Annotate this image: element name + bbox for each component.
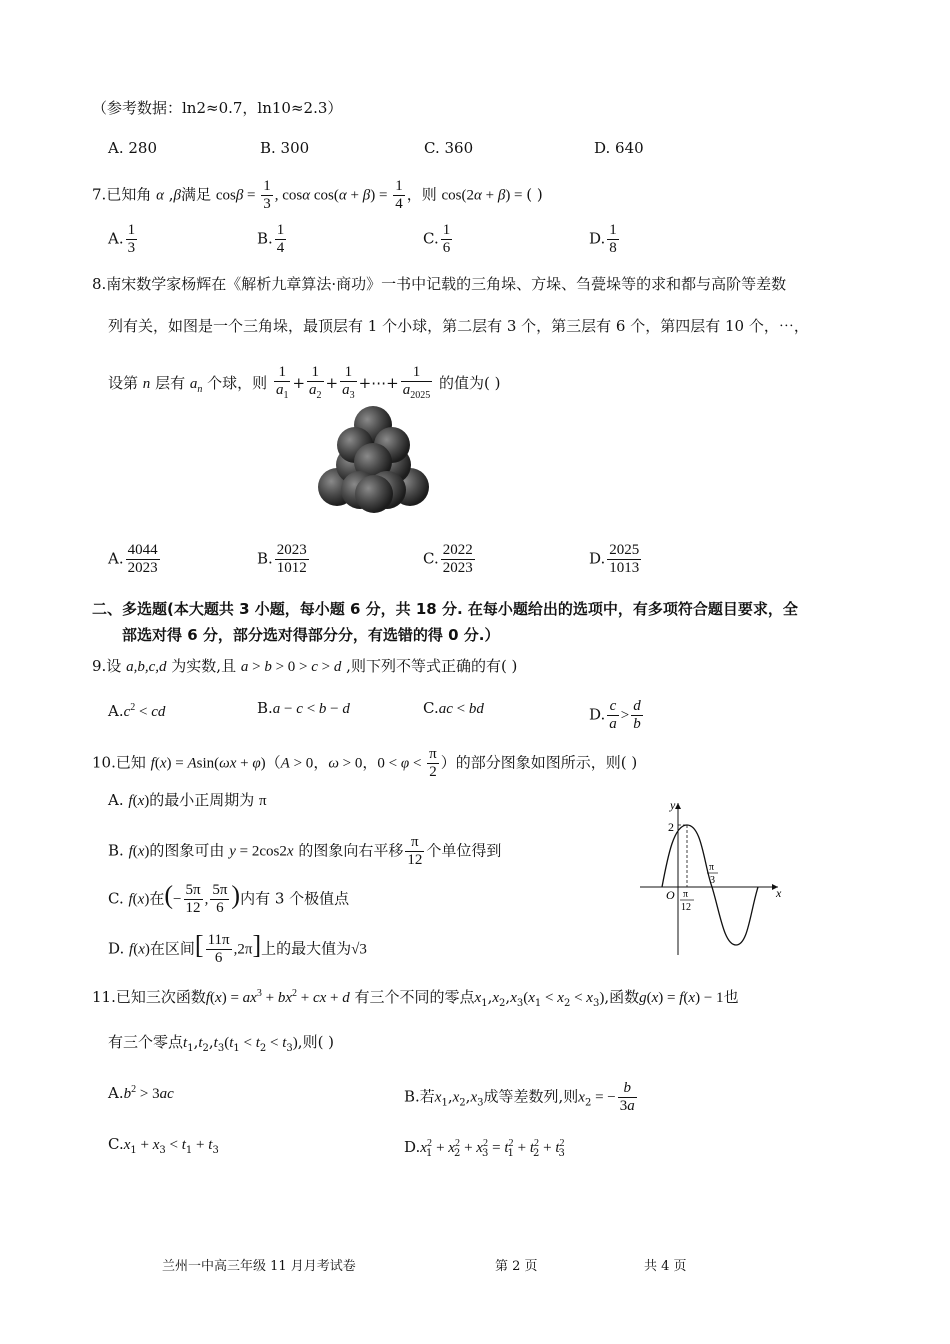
origin-label: O — [666, 888, 675, 902]
ball — [355, 475, 393, 513]
q11-stem-cont: 有三个零点$t_1,t_2,t_3(t_1 < t_2 < t_3)$,则( ) — [108, 1033, 335, 1054]
q10-option-b[interactable]: B. f(x)的图象可由 y = 2cos2x 的图象向右平移 $\frac{\pi}{12}$ 个单位得到 — [108, 834, 502, 868]
q6-option-b[interactable]: B. 300 — [260, 139, 310, 157]
sine-graph — [632, 795, 792, 960]
q8-option-a[interactable]: A. $\frac{4044}{2023}$ — [108, 542, 158, 576]
q8-stem-line1: 8.南宋数学家杨辉在《解析九章算法·商功》一书中记载的三角垛、方垛、刍甍垛等的求和都与高阶等差数 — [92, 275, 787, 293]
ball-pyramid-figure — [310, 405, 440, 515]
section2-heading: 二、多选题(本大题共 3 小题，每小题 6 分，共 18 分. 在每小题给出的选项中，有多项符合题目要求，全 — [92, 600, 798, 618]
peak-label: 2 — [668, 820, 674, 834]
section2-heading-cont: 部选对得 6 分，部分选对得部分分，有选错的得 0 分.） — [122, 626, 500, 644]
q7-stem: 7.已知角 α ,β满足 cosβ = $\frac{1}{3}$ , cosα cos(α + β) = $\frac{1}{4}$ ，则 cos(2α + β) = ( ) — [92, 178, 543, 212]
q11-option-d[interactable]: $D.x^2_1 + x^2_2 + x^2_3 = t^2_1 + t^2_2 + t^2_3$ — [404, 1138, 565, 1159]
q7-option-c[interactable]: C. $\frac{1}{6}$ — [423, 222, 451, 256]
q10-option-d[interactable]: D. f(x)在区间[ $\frac{11\pi}{6}$ ,2π]上的最大值为√3 — [108, 930, 367, 966]
q10-stem: 10.已知 f(x) = Asin(ωx + φ)（A > 0，ω > 0，0 < φ < $\frac{\pi}{2}$ ）的部分图象如图所示，则( ) — [92, 746, 638, 780]
footer-total-pages: 共 4 页 — [644, 1259, 687, 1274]
q11-option-a[interactable]: $A.b^2 > 3ac$ — [108, 1084, 174, 1102]
q9-option-a[interactable]: $A.c^2$ < cd — [108, 702, 166, 720]
q9-stem: 9.设 a,b,c,d 为实数,且 a > b > 0 > c > d ,则下列不等式正确的有( ) — [92, 657, 518, 675]
q8-stem-line3: 设第 n 层有 $a_n$ 个球，则 $\frac{1}{a_1}$ + $\frac{1}{a_2}$ + $\frac{1}{a_3}$ +⋯+ $\frac{1}{a_{2025}}$ 的值为( ) — [108, 364, 501, 401]
q8-option-d[interactable]: D. $\frac{2025}{1013}$ — [589, 542, 640, 576]
q7-option-a[interactable]: A. $\frac{1}{3}$ — [108, 222, 136, 256]
tick-pi12-den: 12 — [681, 902, 691, 913]
q7-option-d[interactable]: D. $\frac{1}{8}$ — [589, 222, 617, 256]
tick-pi3-den: 3 — [710, 875, 715, 886]
q9-option-b[interactable]: B.a − c < b − d — [257, 699, 350, 717]
q7-option-b[interactable]: B. $\frac{1}{4}$ — [257, 222, 285, 256]
q8-option-b[interactable]: B. $\frac{2023}{1012}$ — [257, 542, 307, 576]
q10-option-a[interactable]: A. f(x)的最小正周期为 π — [108, 791, 267, 809]
tick-pi12-num: π — [683, 889, 689, 900]
q10-option-c[interactable]: C. f(x)在(− $\frac{5\pi}{12}$ , $\frac{5\pi}{6}$ )内有 3 个极值点 — [108, 880, 350, 916]
q9-option-c[interactable]: C.ac < bd — [423, 699, 484, 717]
q11-option-c[interactable]: $C.x_1 + x_3 < t_1 + t_3$ — [108, 1135, 219, 1156]
q8-stem-line2: 列有关，如图是一个三角垛，最顶层有 1 个小球，第二层有 3 个，第三层有 6 个，第四层有 10 个，⋯， — [108, 317, 809, 335]
q6-option-a[interactable]: A. 280 — [108, 139, 157, 157]
y-label: y — [670, 798, 676, 812]
footer-exam-title: 兰州一中高三年级 11 月月考试卷 — [162, 1259, 356, 1274]
q8-option-c[interactable]: C. $\frac{2022}{2023}$ — [423, 542, 473, 576]
q6-option-d[interactable]: D. 640 — [594, 139, 644, 157]
q9-option-d[interactable]: D. $\frac{c}{a}$ > $\frac{d}{b}$ — [589, 698, 641, 732]
q11-option-b[interactable]: B.若$x_1,x_2,x_3$成等差数列,则$x_2$ = − $\frac{b}{3a}$ — [404, 1080, 635, 1114]
q6-option-c[interactable]: C. 360 — [424, 139, 474, 157]
reference-data: （参考数据：ln2≈0.7，ln10≈2.3） — [92, 99, 343, 117]
q11-stem: 11.已知三次函数$f(x) = ax^3 + bx^2$ + cx + d 有三个不同的零点$x_1,x_2,x_3(x_1 < x_2 < x_3)$,函数g(x) = f(x) − 1也 — [92, 988, 739, 1009]
x-label: x — [776, 886, 782, 900]
footer-page-number: 第 2 页 — [495, 1259, 538, 1274]
tick-pi3-num: π — [709, 862, 715, 873]
